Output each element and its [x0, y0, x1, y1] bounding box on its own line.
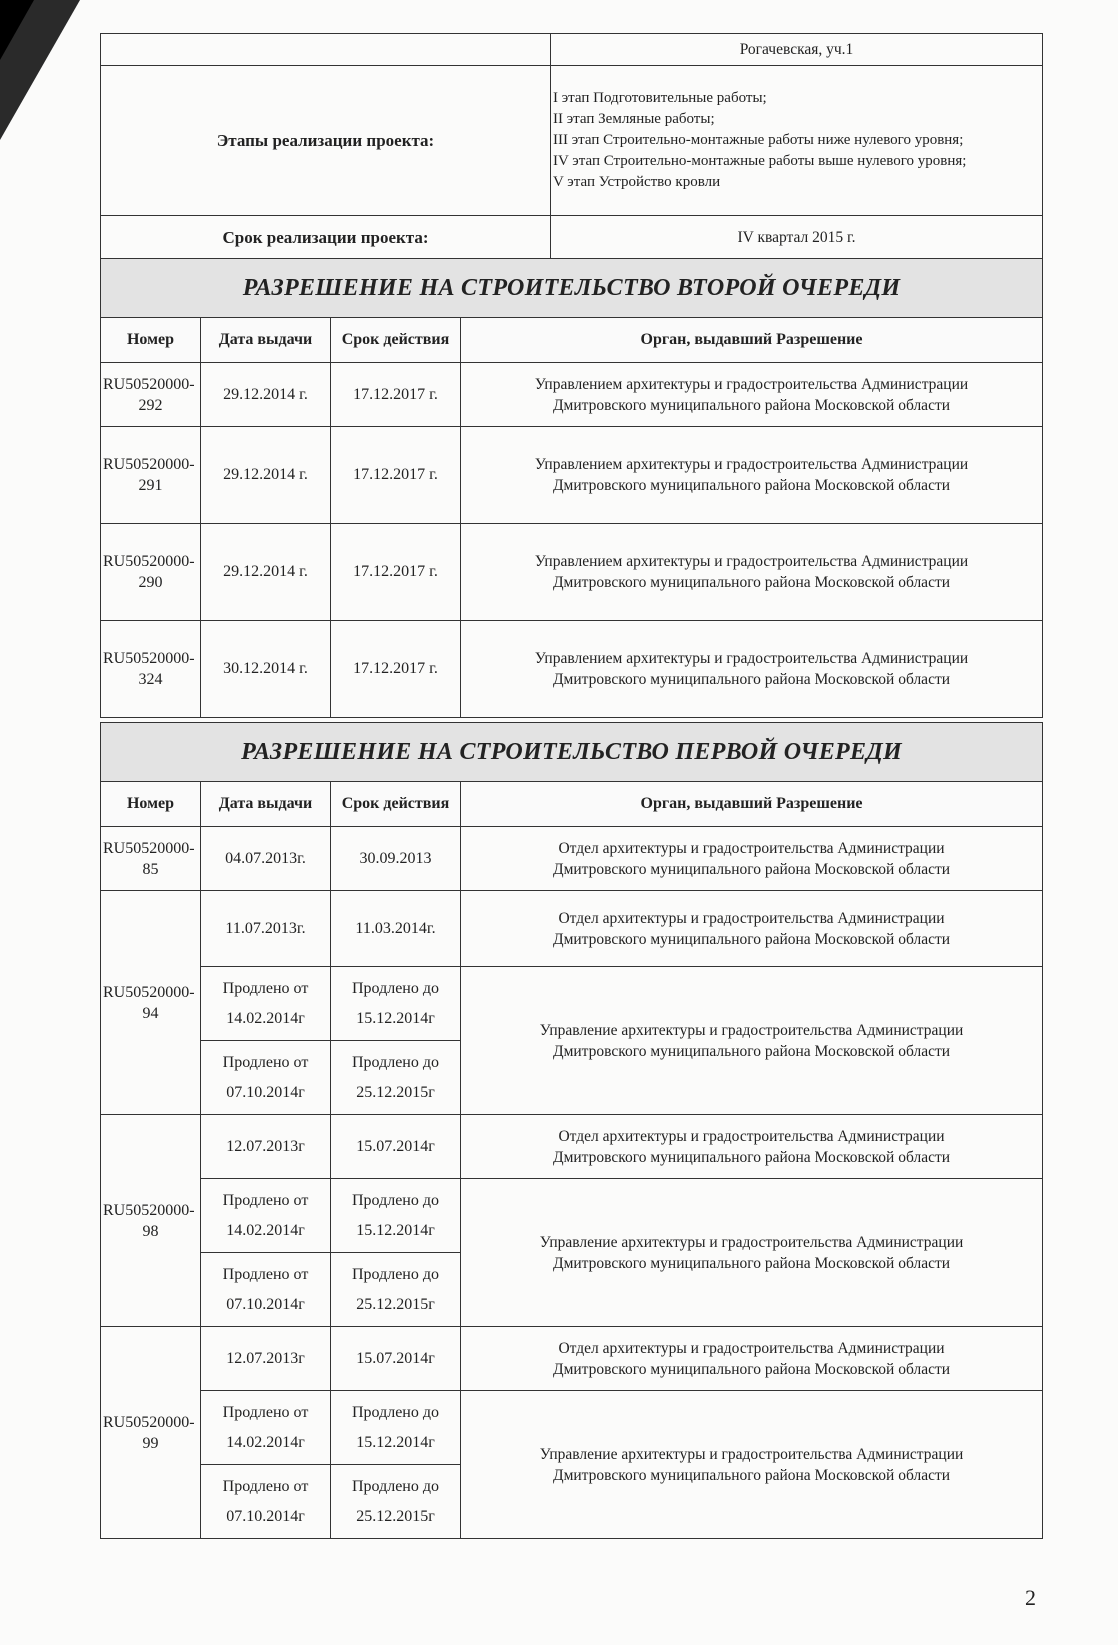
term-value: IV квартал 2015 г. — [551, 216, 1043, 260]
section-title: РАЗРЕШЕНИЕ НА СТРОИТЕЛЬСТВО ВТОРОЙ ОЧЕРЕДИ — [101, 259, 1043, 318]
permit-number: RU50520000- 324 — [101, 621, 201, 718]
validity-date: 15.07.2014г — [331, 1327, 461, 1391]
authority: Управлением архитектуры и градостроительства Администрации Дмитровского муниципального района Московской области — [461, 363, 1043, 427]
stage-item: I этап Подготовительные работы; — [553, 90, 767, 106]
validity-date: 30.09.2013 — [331, 827, 461, 891]
extended-from: Продлено от 14.02.2014г — [201, 1179, 331, 1253]
page-number: 2 — [1025, 1585, 1036, 1610]
extended-from: Продлено от 14.02.2014г — [201, 967, 331, 1041]
issue-date: 12.07.2013г — [201, 1327, 331, 1391]
extended-to: Продлено до 25.12.2015г — [331, 1465, 461, 1539]
extended-from: Продлено от 07.10.2014г — [201, 1465, 331, 1539]
validity-date: 11.03.2014г. — [331, 891, 461, 967]
permit-number: RU50520000- 98 — [101, 1115, 201, 1327]
validity-date: 17.12.2017 г. — [331, 427, 461, 524]
authority: Отдел архитектуры и градостроительства Администрации Дмитровского муниципального района Московской области — [461, 827, 1043, 891]
col-validity: Срок действия — [331, 318, 461, 363]
permit-number: RU50520000- 290 — [101, 524, 201, 621]
extension-row — [101, 1391, 1043, 1465]
col-authority: Орган, выдавший Разрешение — [461, 318, 1043, 363]
stage-item: III этап Строительно-монтажные работы ниже нулевого уровня; — [553, 132, 964, 148]
extension-row — [101, 1179, 1043, 1253]
col-authority: Орган, выдавший Разрешение — [461, 782, 1043, 827]
issue-date: 04.07.2013г. — [201, 827, 331, 891]
extended-to: Продлено до 15.12.2014г — [331, 1179, 461, 1253]
col-number: Номер — [101, 782, 201, 827]
issue-date: 29.12.2014 г. — [201, 524, 331, 621]
issue-date: 11.07.2013г. — [201, 891, 331, 967]
scan-shadow-dark — [0, 0, 34, 60]
authority: Отдел архитектуры и градостроительства Администрации Дмитровского муниципального района Московской области — [461, 1327, 1043, 1391]
validity-date: 15.07.2014г — [331, 1115, 461, 1179]
second-stage-permits-table — [100, 258, 1043, 718]
stage-item: V этап Устройство кровли — [553, 174, 721, 190]
authority: Управление архитектуры и градостроительства Администрации Дмитровского муниципального района Московской области — [461, 1391, 1043, 1539]
permit-number: RU50520000- 94 — [101, 891, 201, 1115]
term-label: Срок реализации проекта: — [101, 216, 551, 260]
validity-date: 17.12.2017 г. — [331, 621, 461, 718]
address-cell: Рогачевская, уч.1 — [551, 34, 1043, 66]
authority: Отдел архитектуры и градостроительства Администрации Дмитровского муниципального района Московской области — [461, 891, 1043, 967]
authority: Управление архитектуры и градостроительства Администрации Дмитровского муниципального района Московской области — [461, 1179, 1043, 1327]
col-validity: Срок действия — [331, 782, 461, 827]
table-row — [101, 621, 1043, 718]
table-row — [101, 1327, 1043, 1391]
first-stage-permits-table — [100, 722, 1043, 1539]
col-issue-date: Дата выдачи — [201, 782, 331, 827]
table-row — [101, 891, 1043, 967]
issue-date: 12.07.2013г — [201, 1115, 331, 1179]
col-number: Номер — [101, 318, 201, 363]
permit-number: RU50520000- 85 — [101, 827, 201, 891]
table-row — [101, 427, 1043, 524]
col-issue-date: Дата выдачи — [201, 318, 331, 363]
extended-from: Продлено от 14.02.2014г — [201, 1391, 331, 1465]
issue-date: 29.12.2014 г. — [201, 363, 331, 427]
issue-date: 30.12.2014 г. — [201, 621, 331, 718]
project-info-table — [100, 33, 1043, 260]
extended-to: Продлено до 25.12.2015г — [331, 1041, 461, 1115]
permit-number: RU50520000- 291 — [101, 427, 201, 524]
table-row — [101, 827, 1043, 891]
extended-from: Продлено от 07.10.2014г — [201, 1253, 331, 1327]
stage-item: IV этап Строительно-монтажные работы выше нулевого уровня; — [553, 153, 967, 169]
issue-date: 29.12.2014 г. — [201, 427, 331, 524]
validity-date: 17.12.2017 г. — [331, 524, 461, 621]
stage-item: II этап Земляные работы; — [553, 111, 715, 127]
extension-row — [101, 967, 1043, 1041]
table-row — [101, 363, 1043, 427]
authority: Управление архитектуры и градостроительства Администрации Дмитровского муниципального района Московской области — [461, 967, 1043, 1115]
permit-number: RU50520000- 292 — [101, 363, 201, 427]
stages-label: Этапы реализации проекта: — [101, 66, 551, 216]
empty-cell — [101, 34, 551, 66]
extended-to: Продлено до 15.12.2014г — [331, 1391, 461, 1465]
authority: Управлением архитектуры и градостроительства Администрации Дмитровского муниципального района Московской области — [461, 524, 1043, 621]
extended-to: Продлено до 15.12.2014г — [331, 967, 461, 1041]
extended-to: Продлено до 25.12.2015г — [331, 1253, 461, 1327]
stages-list — [551, 66, 1043, 216]
authority: Управлением архитектуры и градостроительства Администрации Дмитровского муниципального района Московской области — [461, 621, 1043, 718]
permit-number: RU50520000- 99 — [101, 1327, 201, 1539]
section-title: РАЗРЕШЕНИЕ НА СТРОИТЕЛЬСТВО ПЕРВОЙ ОЧЕРЕДИ — [101, 723, 1043, 782]
authority: Управлением архитектуры и градостроительства Администрации Дмитровского муниципального района Московской области — [461, 427, 1043, 524]
table-row — [101, 1115, 1043, 1179]
authority: Отдел архитектуры и градостроительства Администрации Дмитровского муниципального района Московской области — [461, 1115, 1043, 1179]
extended-from: Продлено от 07.10.2014г — [201, 1041, 331, 1115]
validity-date: 17.12.2017 г. — [331, 363, 461, 427]
table-row — [101, 524, 1043, 621]
